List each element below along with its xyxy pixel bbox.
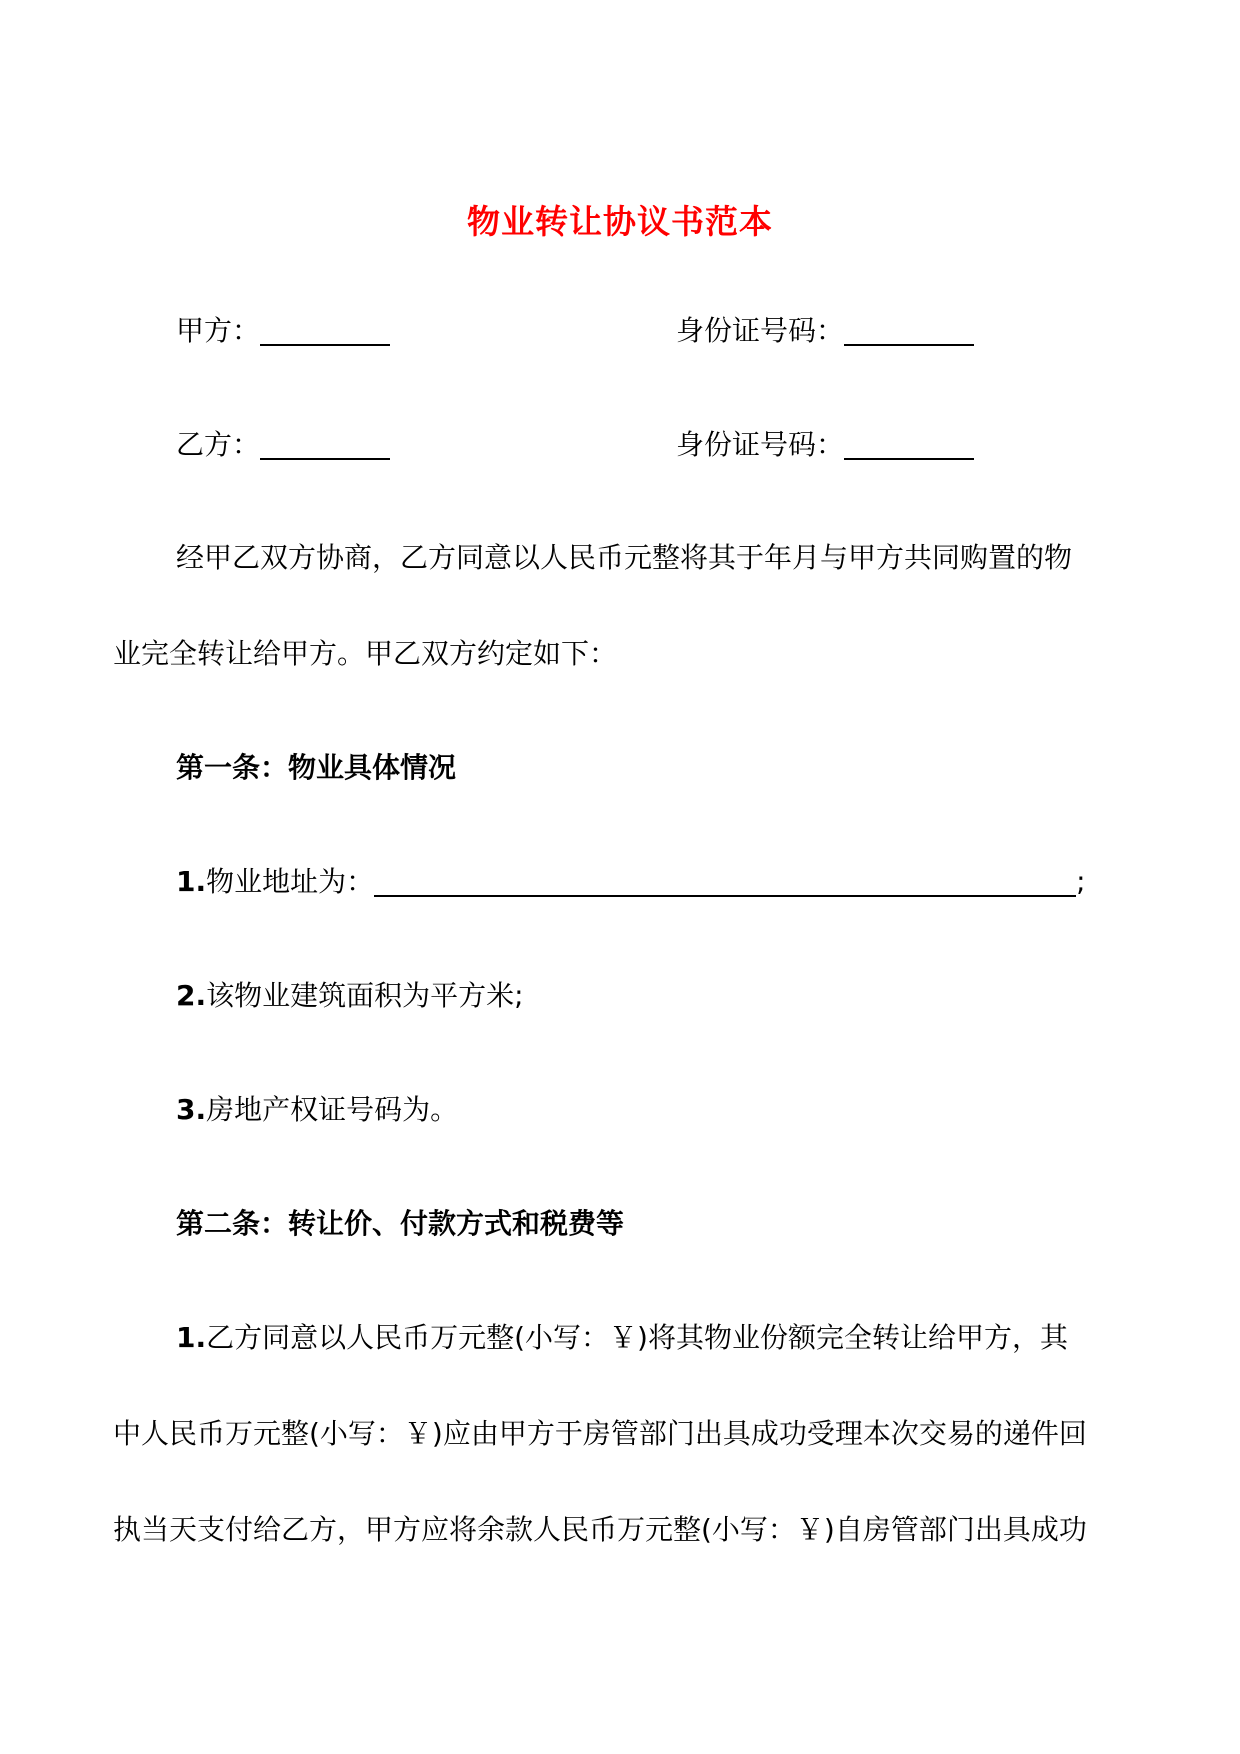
party-a-blank xyxy=(260,316,390,346)
document-title: 物业转让协议书范本 xyxy=(467,202,773,241)
party-b-id-label: 身份证号码： xyxy=(676,428,845,461)
party-b-id-field xyxy=(676,427,974,463)
party-b-field xyxy=(176,427,390,463)
item-number: 1. xyxy=(176,1321,207,1354)
item-text: 乙方同意以人民币万元整(小写：￥)将其物业份额完全转让给甲方，其 xyxy=(206,1321,1068,1354)
item-number: 2. xyxy=(176,979,207,1012)
article-2-item-1-line-3: 执当天支付给乙方，甲方应将余款人民币万元整(小写：￥)自房管部门出具成功 xyxy=(113,1513,1087,1546)
intro-line-1: 经甲乙双方协商，乙方同意以人民币元整将其于年月与甲方共同购置的物 xyxy=(176,541,1073,574)
party-a-id-field xyxy=(676,313,974,349)
party-b-id-blank xyxy=(844,430,974,460)
article-2-item-1-line-1 xyxy=(176,1320,1068,1356)
article-1-item-1 xyxy=(176,864,1086,900)
article-1-item-2 xyxy=(176,978,524,1014)
item-number: 1. xyxy=(176,865,207,898)
address-blank xyxy=(374,867,1076,897)
party-b-blank xyxy=(260,430,390,460)
party-a-field xyxy=(176,313,390,349)
party-a-id-blank xyxy=(844,316,974,346)
article-1-heading: 第一条：物业具体情况 xyxy=(176,751,457,784)
item-suffix: ; xyxy=(1076,865,1086,898)
article-2-item-1-line-2: 中人民币万元整(小写：￥)应由甲方于房管部门出具成功受理本次交易的递件回 xyxy=(113,1417,1087,1450)
article-1-item-3 xyxy=(176,1092,458,1128)
item-text: 物业地址为： xyxy=(206,865,375,898)
item-text: 该物业建筑面积为平方米; xyxy=(206,979,524,1012)
party-a-id-label: 身份证号码： xyxy=(676,314,845,347)
article-2-heading: 第二条：转让价、付款方式和税费等 xyxy=(176,1207,625,1240)
intro-line-2: 业完全转让给甲方。甲乙双方约定如下： xyxy=(113,637,618,670)
party-b-label: 乙方： xyxy=(176,428,261,461)
party-a-label: 甲方： xyxy=(176,314,261,347)
item-number: 3. xyxy=(176,1093,207,1126)
item-text: 房地产权证号码为。 xyxy=(206,1093,459,1126)
